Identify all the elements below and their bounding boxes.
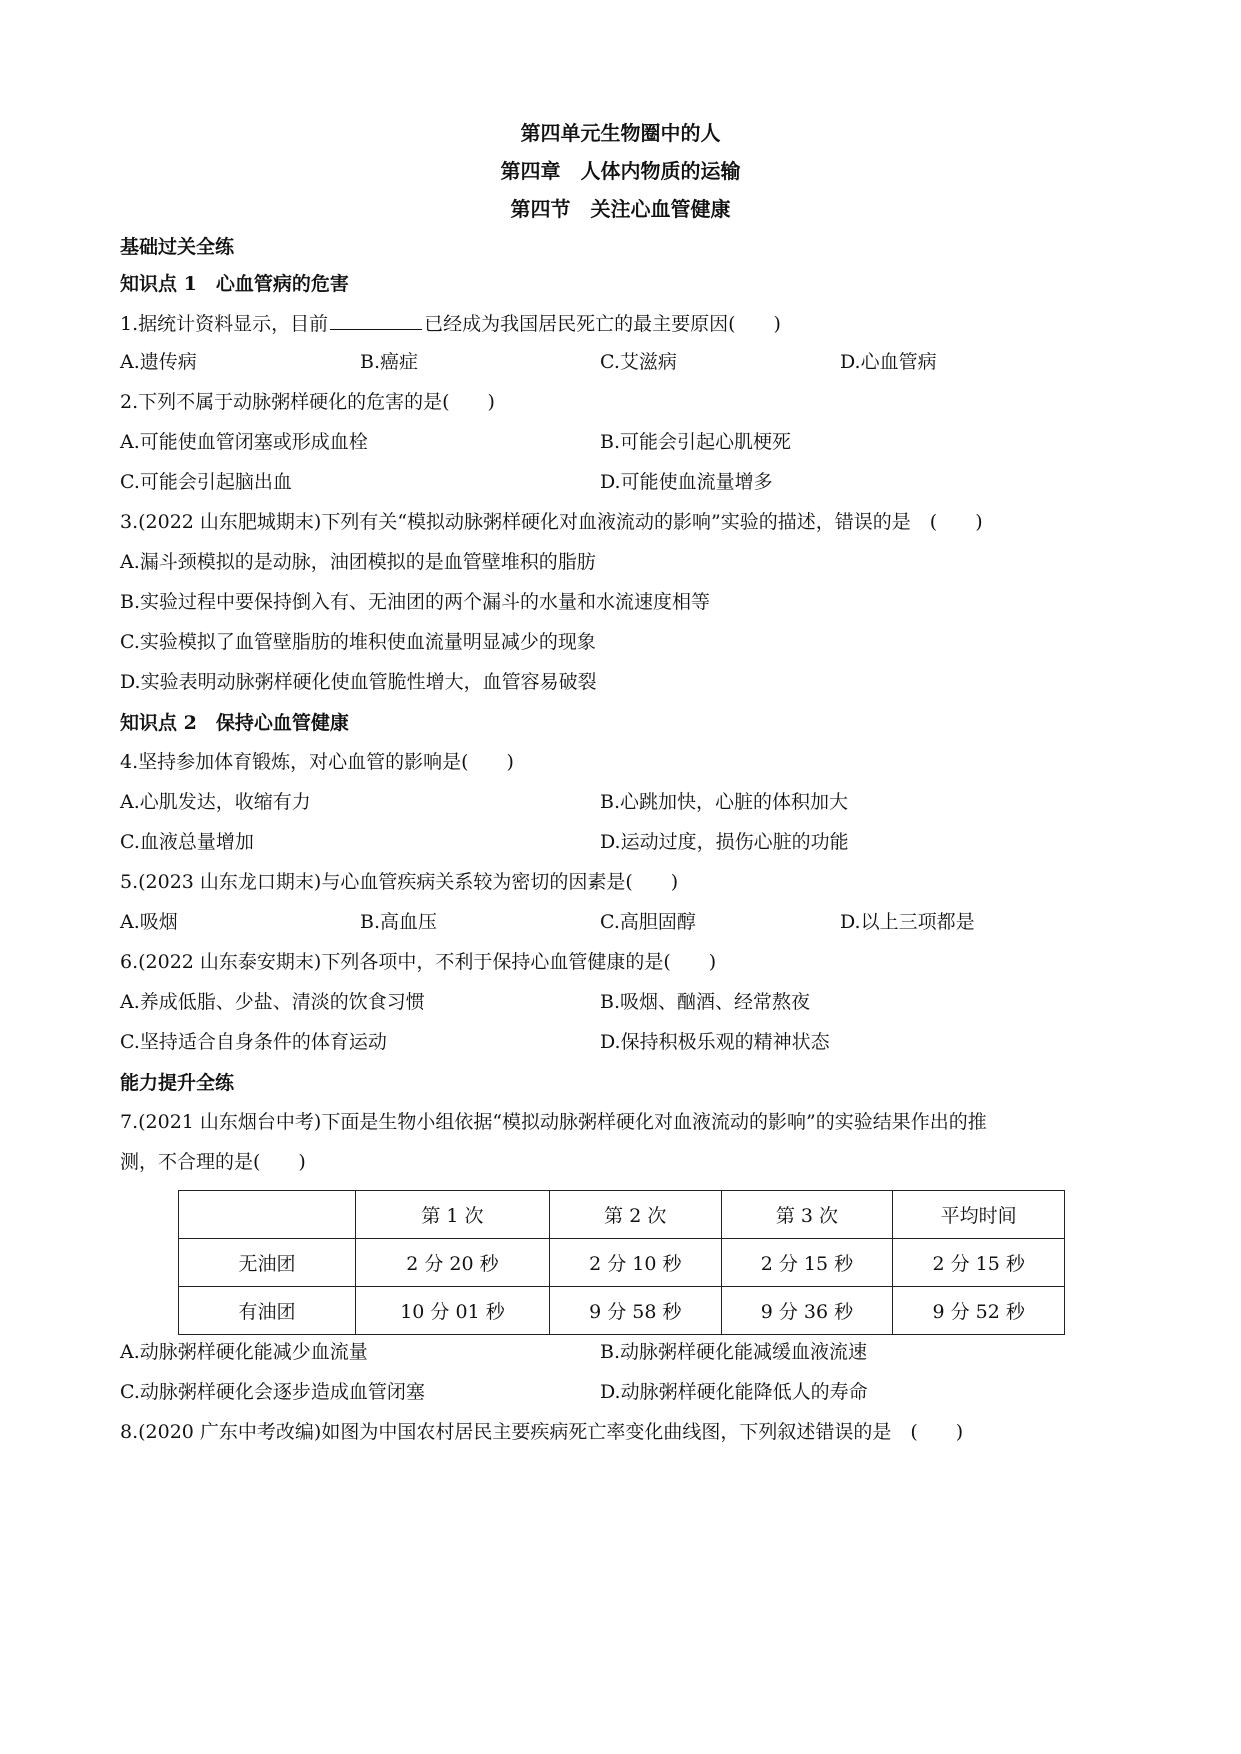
table-cell: 2 分 15 秒	[893, 1239, 1065, 1287]
question-2-option-c: C.可能会引起脑出血	[120, 471, 292, 493]
question-1-option-c: C.艾滋病	[600, 351, 677, 373]
table-row	[179, 1287, 1065, 1335]
question-4-option-a: A.心肌发达，收缩有力	[120, 791, 311, 813]
table-cell: 2 分 10 秒	[549, 1239, 721, 1287]
question-6-option-a: A.养成低脂、少盐、清淡的饮食习惯	[120, 991, 425, 1013]
question-4-option-b: B.心跳加快，心脏的体积加大	[600, 791, 849, 813]
question-7-option-b: B.动脉粥样硬化能减缓血液流速	[600, 1341, 868, 1363]
question-1-text-after: 已经成为我国居民死亡的最主要原因( )	[424, 313, 781, 335]
question-6-stem: 6.(2022 山东泰安期末)下列各项中，不利于保持心血管健康的是( )	[120, 951, 717, 973]
question-8-stem: 8.(2020 广东中考改编)如图为中国农村居民主要疾病死亡率变化曲线图，下列叙述错误的是 ( )	[120, 1421, 964, 1443]
question-7-stem-line-1: 7.(2021 山东烟台中考)下面是生物小组依据“模拟动脉粥样硬化对血液流动的影响”的实验结果作出的推	[120, 1111, 987, 1133]
question-3-stem: 3.(2022 山东肥城期末)下列有关“模拟动脉粥样硬化对血液流动的影响”实验的描述，错误的是 ( )	[120, 511, 983, 533]
question-5-stem: 5.(2023 山东龙口期末)与心血管疾病关系较为密切的因素是( )	[120, 871, 679, 893]
table-header-cell: 第 1 次	[356, 1191, 550, 1239]
question-5-option-a: A.吸烟	[120, 911, 178, 933]
question-1-option-a: A.遗传病	[120, 351, 197, 373]
question-1-text-before: 1.据统计资料显示，目前	[120, 313, 329, 335]
table-cell: 无油团	[179, 1239, 356, 1287]
basic-practice-heading: 基础过关全练	[120, 236, 235, 258]
table-cell: 10 分 01 秒	[356, 1287, 550, 1335]
question-7-option-d: D.动脉粥样硬化能降低人的寿命	[600, 1381, 868, 1403]
question-2-option-b: B.可能会引起心肌梗死	[600, 431, 792, 453]
question-3-option-a: A.漏斗颈模拟的是动脉，油团模拟的是血管壁堆积的脂肪	[120, 551, 596, 573]
question-7-option-a: A.动脉粥样硬化能减少血流量	[120, 1341, 368, 1363]
table-header-cell: 第 2 次	[549, 1191, 721, 1239]
chapter-title: 第四章 人体内物质的运输	[500, 159, 741, 183]
question-3-option-c: C.实验模拟了血管壁脂肪的堆积使血流量明显减少的现象	[120, 631, 596, 653]
advanced-practice-heading: 能力提升全练	[120, 1072, 235, 1094]
question-1-option-b: B.癌症	[360, 351, 419, 373]
question-4-stem: 4.坚持参加体育锻炼，对心血管的影响是( )	[120, 751, 514, 773]
unit-title: 第四单元生物圈中的人	[520, 121, 721, 145]
question-3-option-b: B.实验过程中要保持倒入有、无油团的两个漏斗的水量和水流速度相等	[120, 591, 711, 613]
question-5-option-c: C.高胆固醇	[600, 911, 696, 933]
question-2-option-a: A.可能使血管闭塞或形成血栓	[120, 431, 368, 453]
experiment-results-table	[178, 1190, 1065, 1335]
question-1-option-d: D.心血管病	[840, 351, 937, 373]
question-4-option-d: D.运动过度，损伤心脏的功能	[600, 831, 849, 853]
question-6-option-b: B.吸烟、酗酒、经常熬夜	[600, 991, 811, 1013]
table-cell: 9 分 36 秒	[721, 1287, 893, 1335]
table-cell: 9 分 58 秒	[549, 1287, 721, 1335]
table-cell: 9 分 52 秒	[893, 1287, 1065, 1335]
question-5-option-b: B.高血压	[360, 911, 438, 933]
table-header-cell: 第 3 次	[721, 1191, 893, 1239]
question-2-stem: 2.下列不属于动脉粥样硬化的危害的是( )	[120, 391, 495, 413]
question-1-stem	[120, 311, 781, 336]
answer-blank	[330, 311, 422, 330]
question-4-option-c: C.血液总量增加	[120, 831, 254, 853]
table-header-cell	[179, 1191, 356, 1239]
question-2-option-d: D.可能使血流量增多	[600, 471, 773, 493]
section-title: 第四节 关注心血管健康	[510, 197, 731, 221]
question-5-option-d: D.以上三项都是	[840, 911, 975, 933]
question-7-option-c: C.动脉粥样硬化会逐步造成血管闭塞	[120, 1381, 425, 1403]
question-7-stem-line-2: 测，不合理的是( )	[120, 1151, 306, 1173]
table-row	[179, 1239, 1065, 1287]
table-cell: 2 分 20 秒	[356, 1239, 550, 1287]
question-6-option-c: C.坚持适合自身条件的体育运动	[120, 1031, 387, 1053]
table-header-row	[179, 1191, 1065, 1239]
table-header-cell: 平均时间	[893, 1191, 1065, 1239]
table-cell: 有油团	[179, 1287, 356, 1335]
question-6-option-d: D.保持积极乐观的精神状态	[600, 1031, 830, 1053]
table-cell: 2 分 15 秒	[721, 1239, 893, 1287]
knowledge-point-1-heading: 知识点 1 心血管病的危害	[120, 273, 349, 295]
knowledge-point-2-heading: 知识点 2 保持心血管健康	[120, 712, 349, 734]
question-3-option-d: D.实验表明动脉粥样硬化使血管脆性增大，血管容易破裂	[120, 671, 597, 693]
